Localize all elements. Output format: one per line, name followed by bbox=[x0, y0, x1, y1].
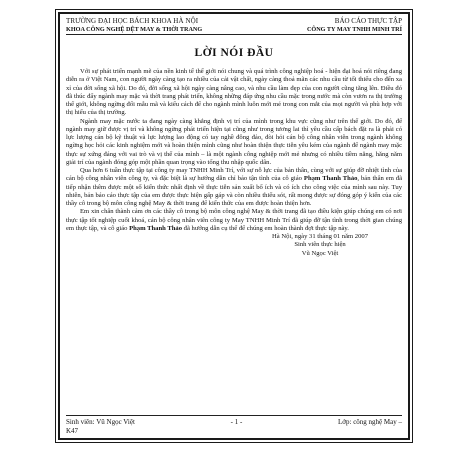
paragraph-4-part-1: Em xin chân thành cảm ơn các thầy cô trong bộ môn công nghệ May & thời trang đã tạo điều kiện giúp chúng em có nơi thực tập tốt nghiệp cuối khoá, cán bộ công nhân viên công ty May TNHH Minh Trí đã giúp đỡ tận tình trong thời gian chúng em thực tập, và cô giáo bbox=[66, 208, 402, 232]
page-footer bbox=[66, 415, 402, 435]
faculty-name: KHOA CÔNG NGHỆ DỆT MAY & THỜI TRANG bbox=[66, 25, 203, 33]
paragraph-2: Ngành may mặc nước ta đang ngày càng khẳng định vị trí của mình trong khu vực cũng như trên thế giới. Do đó, để ngành may giữ được vị trí và không ngừng phát triển hiện tại cũng như trong tương lai thì yêu cầu cấp bách đặt ra là phải có lực lượng cán bộ kỹ thuật và lực lượng lao động có tay nghề đông đảo, đòi hỏi cán bộ công nhân viên trong ngành không ngừng học hỏi các kinh nghiệm mới và hoàn thiện mình cũng như hoàn thiện thực tiễn yêu kém của ngành để ngành may mặc thực sự xứng đáng với vai trò và vị thế của mình – là một ngành công nghiệp mới mẻ nhưng có nhiều tiềm năng, hăng năm giải trí của ngành đóng góp một phần quan trọng vào tổng thu nhập quốc dân. bbox=[66, 117, 402, 166]
document-body bbox=[66, 68, 402, 233]
signature-place-date: Hà Nội, ngày 31 tháng 01 năm 2007 bbox=[272, 233, 368, 240]
university-name: TRƯỜNG ĐẠI HỌC BÁCH KHOA HÀ NỘI bbox=[66, 17, 199, 25]
footer-left bbox=[66, 418, 135, 435]
footer-student: Sinh viên: Vũ Ngọc Việt bbox=[66, 418, 135, 426]
signature-block bbox=[66, 233, 402, 258]
header-right bbox=[307, 18, 402, 33]
footer-page-number: - 1 - bbox=[230, 418, 243, 426]
footer-class: Lớp: công nghệ May – bbox=[338, 418, 402, 426]
footer-center bbox=[231, 418, 243, 435]
footer-right bbox=[338, 418, 402, 435]
company-name: CÔNG TY MAY TNHH MINH TRÍ bbox=[306, 25, 402, 33]
document-page bbox=[58, 12, 410, 440]
supervisor-name-2: Phạm Thanh Thảo bbox=[129, 224, 182, 232]
document-title: LỜI NÓI ĐẦU bbox=[194, 47, 274, 59]
supervisor-name: Phạm Thanh Thảo bbox=[303, 175, 358, 183]
signature-role: Sinh viên thực hiện bbox=[294, 241, 346, 249]
page-header bbox=[66, 18, 402, 35]
paragraph-3 bbox=[66, 167, 402, 208]
footer-cohort: K47 bbox=[66, 426, 79, 435]
paragraph-3-part-2: , bản thân em đã tiếp nhận thêm được một số kiến thức nhất định về thực tiễn sản xuất bổ ích và có ích cho công việc của mình sau này. Tuy nhiên, bản báo cáo thực tập của em được thực hiện gấp gáp và còn nhiều thiếu sót, rất mong được sự đóng góp ý kiến của các thầy cô trong bộ môn công nghệ May & thời trang để kiến thức của em được hoàn thiện hơn. bbox=[66, 175, 402, 207]
report-type: BÁO CÁO THỰC TẬP bbox=[334, 17, 402, 25]
paragraph-4 bbox=[66, 208, 402, 233]
signature-inner bbox=[272, 233, 368, 258]
signature-name: Vũ Ngọc Việt bbox=[301, 249, 339, 257]
paragraph-1: Với sự phát triển mạnh mẽ của nền kinh tế thế giới nói chung và quá trình công nghiệp hoá - hiện đại hoá nói riêng đang diễn ra ở Việt Nam, con người ngày càng tạo ra nhiều của cải vật chất, ngày càng thoả mãn các nhu cầu từ tối thiểu cho đến xa xỉ của đời sống xã hội. Do đó, đời sống xã hội ngày càng nâng cao, và nhu cầu làm đẹp của con người cũng tăng lên. Điều đó đã thúc đẩy ngành may mặc và thời trang phát triển, không những đáp ứng nhu cầu mặc trong nước mà còn vươn ra thị trường thế giới, không ngừng đổi mẫu mã và kiểu cách để cho ngành mình luôn mới mẻ trong con mắt của mọi người và phù hợp với thị hiếu của thị trường. bbox=[66, 68, 402, 117]
header-left bbox=[66, 18, 202, 33]
paragraph-3-part-1: Qua hơn 6 tuần thực tập tại công ty may TNHH Minh Trí, với sự nỗ lực của bản thân, cùng với sự giúp đỡ nhiệt tình của cán bộ công nhân viên công ty, và đặc biệt là sự hướng dẫn chỉ bảo tận tình của cô giáo bbox=[66, 167, 402, 183]
paragraph-4-part-2: đã hướng dẫn cụ thể để chúng em hoàn thành đợt thực tập này. bbox=[182, 224, 349, 232]
